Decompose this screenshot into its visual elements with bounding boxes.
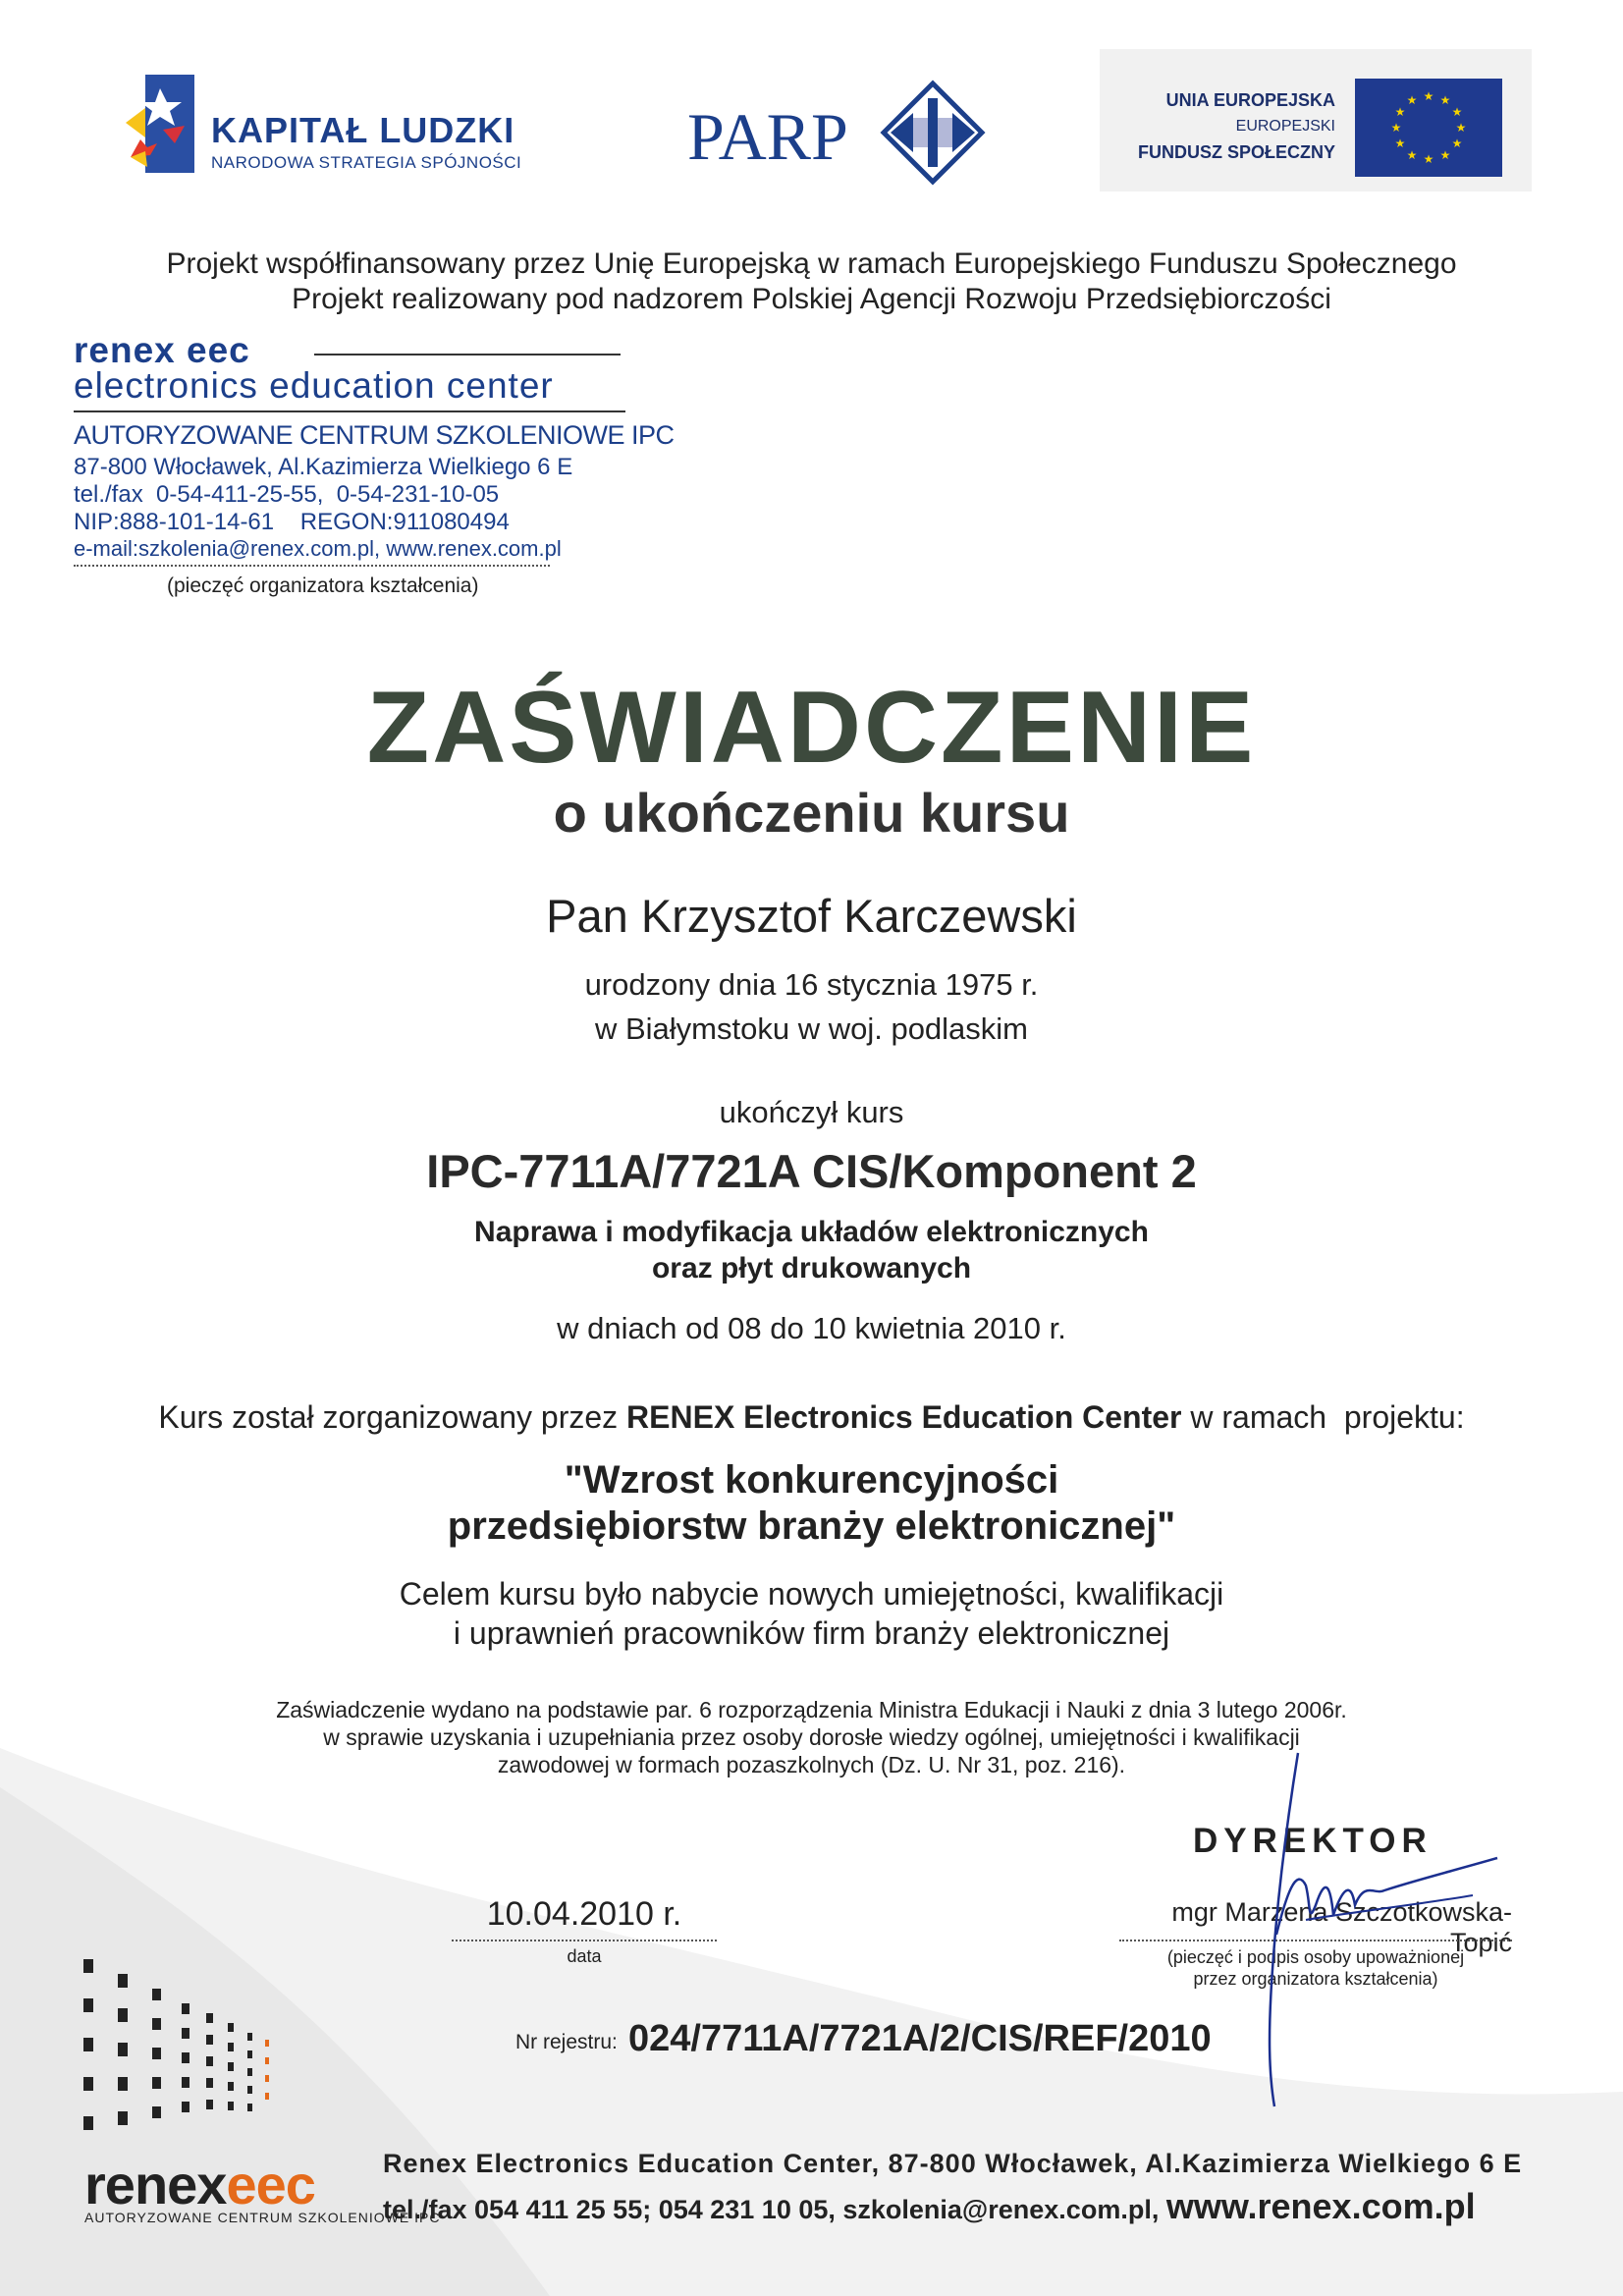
director-name: mgr Marzena Szczotkowska-Topić [1171,1897,1512,1957]
eu-flag-icon [1355,79,1502,177]
birth-place: w Białymstoku w woj. podlaskim [594,1011,1029,1046]
legal-basis-line2: w sprawie uzyskania i uzupełniania przez osoby dorosłe wiedzy ogólnej, umiejętności i kwalifikacji [323,1724,1300,1750]
parp-logo-text: PARP [687,99,848,174]
legal-basis-line1: Zaświadczenie wydano na podstawie par. 6 rozporządzenia Ministra Edukacji i Nauki z dnia 3 lutego 2006r. [276,1697,1347,1722]
svg-text:★: ★ [1439,93,1451,107]
completed-label: ukończył kurs [719,1095,904,1129]
person-name: Pan Krzysztof Karczewski [546,890,1077,942]
issue-date: 10.04.2010 r. [486,1895,682,1933]
date-dotted-line [452,1940,717,1941]
stamp-caption: (pieczęć organizatora kształcenia) [167,574,479,597]
date-caption: data [567,1946,602,1966]
eu-title-line2: EUROPEJSKI [1235,118,1335,135]
footer-contact [383,2186,1476,2227]
svg-text:★: ★ [1455,121,1467,135]
kapital-ludzki-subtitle: NARODOWA STRATEGIA SPÓJNOŚCI [211,153,522,172]
registry-label: Nr rejestru: [515,2031,618,2053]
project-cofinanced-line: Projekt współfinansowany przez Unię Europejską w ramach Europejskiego Funduszu Społecznego [166,247,1457,280]
eu-title-line3: FUNDUSZ SPOŁECZNY [1137,142,1335,162]
svg-text:★: ★ [1451,137,1463,150]
svg-text:★: ★ [1394,137,1406,150]
stamp-rule-2 [74,410,625,412]
svg-text:★: ★ [1406,148,1418,162]
signature-caption-line2: przez organizatora kształcenia) [1193,1969,1438,1989]
renex-logo-main: renex [84,2154,227,2215]
stamp-email: e-mail:szkolenia@renex.com.pl, www.renex.com.pl [74,536,562,561]
handwritten-signature-icon [1217,1748,1532,2111]
kapital-ludzki-title: KAPITAŁ LUDZKI [211,110,515,150]
course-goal-line1: Celem kursu było nabycie nowych umiejętności, kwalifikacji [399,1576,1224,1612]
project-title-line2: przedsiębiorstw branży elektronicznej" [447,1504,1176,1548]
stamp-company-name: renex eec [74,330,250,370]
svg-text:★: ★ [1451,105,1463,119]
stamp-telfax: tel./fax 0-54-411-25-55, 0-54-231-10-05 [74,481,500,508]
svg-text:★: ★ [1439,148,1451,162]
organizer-prefix: Kurs został zorganizowany przez [158,1399,627,1435]
project-title-line1: "Wzrost konkurencyjności [564,1458,1059,1502]
svg-text:★: ★ [1394,105,1406,119]
stamp-nip-regon: NIP:888-101-14-61 REGON:911080494 [74,509,510,535]
organizer-suffix: w ramach projektu: [1181,1399,1465,1435]
stamp-company-subname: electronics education center [74,365,554,406]
svg-text:★: ★ [1406,93,1418,107]
renex-logo-subtitle: AUTORYZOWANE CENTRUM SZKOLENIOWE IPC [84,2210,441,2225]
svg-text:★: ★ [1390,121,1402,135]
registry-number: 024/7711A/7721A/2/CIS/REF/2010 [628,2018,1212,2059]
birth-date: urodzony dnia 16 stycznia 1975 r. [584,967,1039,1002]
stamp-dotted-line [74,565,550,567]
stamp-address: 87-800 Włocławek, Al.Kazimierza Wielkiego 6 E [74,454,573,480]
svg-text:★: ★ [1423,152,1434,166]
eu-title-line1: UNIA EUROPEJSKA [1165,90,1335,110]
certificate-title: ZAŚWIADCZENIE [366,671,1257,785]
svg-text:★: ★ [1423,89,1434,103]
parp-logo-icon [879,79,987,187]
course-name: IPC-7711A/7721A CIS/Komponent 2 [426,1145,1197,1197]
organizer-name: RENEX Electronics Education Center [626,1399,1182,1435]
stamp-authorized-center: AUTORYZOWANE CENTRUM SZKOLENIOWE IPC [74,420,675,450]
footer-address: Renex Electronics Education Center, 87-800 Włocławek, Al.Kazimierza Wielkiego 6 E [383,2149,1523,2178]
organizer-line [0,1399,1623,1436]
course-description-line1: Naprawa i modyfikacja układów elektronicznych [474,1216,1149,1248]
course-goal-line2: i uprawnień pracowników firm branży elektronicznej [453,1615,1170,1651]
stamp-rule [314,354,621,355]
renex-logo-accent: eec [226,2154,315,2215]
footer-website-link[interactable]: www.renex.com.pl [1165,2186,1476,2226]
building-logo-icon [79,1940,304,2146]
certificate-subtitle: o ukończeniu kursu [553,782,1070,844]
footer-contact-text: tel./fax 054 411 25 55; 054 231 10 05, szkolenia@renex.com.pl, [383,2195,1166,2224]
renex-eec-logo [84,2153,315,2216]
course-description-line2: oraz płyt drukowanych [651,1252,972,1285]
director-title: DYREKTOR [1193,1822,1433,1860]
kapital-ludzki-logo-icon [126,69,214,187]
signature-caption-line1: (pieczęć i podpis osoby upoważnionej [1166,1947,1465,1967]
project-supervision-line: Projekt realizowany pod nadzorem Polskiej Agencji Rozwoju Przedsiębiorczości [292,283,1331,315]
legal-basis-line3: zawodowej w formach pozaszkolnych (Dz. U. Nr 31, poz. 216). [497,1752,1126,1777]
course-dates: w dniach od 08 do 10 kwietnia 2010 r. [557,1311,1066,1345]
